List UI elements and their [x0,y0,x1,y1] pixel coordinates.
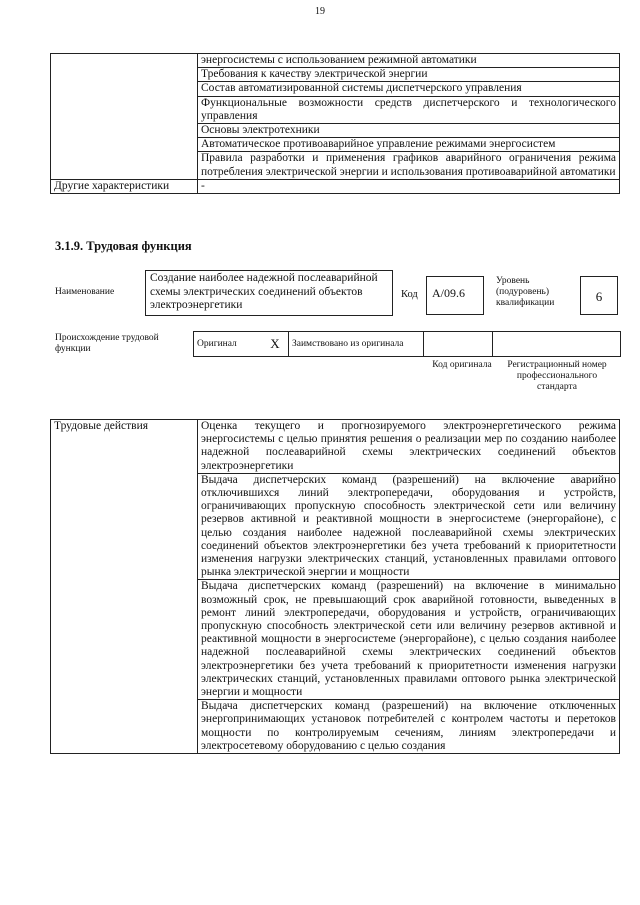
code-box: A/09.6 [426,276,484,315]
table-row: Правила разработки и применения графиков аварийного ограничения режима потребления электрической энергии и использования противоаварийной автоматики [198,152,620,179]
page-number: 19 [315,6,325,17]
borrowed-label: Заимствовано из оригинала [289,332,424,357]
table-row: Функциональные возможности средств диспетчерского и технологического управления [198,96,620,123]
table-row: Состав автоматизированной системы диспетчерского управления [198,82,620,96]
table-cell-empty [51,54,198,180]
code-label: Код [401,289,418,300]
level-label: Уровень (подуровень) квалификации [496,276,555,308]
table-row: энергосистемы с использованием режимной автоматики [198,54,620,68]
table-row: Выдача диспетчерских команд (разрешений) на включение отключенных энергопринимающих установок потребителей с контролем частоты и перетоков мощности по контролируемым сечениям, линиям электропередачи и электросетевому оборудованию с целью создания [198,700,620,754]
code-original-cell [424,332,493,357]
table-row: Автоматическое противоаварийное управление режимами энергосистем [198,138,620,152]
origin-label: Происхождение трудовой функции [55,333,159,354]
knowledge-table [50,53,620,194]
original-label: Оригинал [194,332,263,357]
labor-actions-table [50,419,620,754]
other-characteristics-value: - [198,179,620,193]
table-row: Требования к качеству электрической энергии [198,68,620,82]
code-original-caption: Код оригинала [432,360,492,370]
function-name-box: Создание наиболее надежной послеаварийной схемы электрических соединений объектов электроэнергетики [145,270,393,316]
labor-actions-label: Трудовые действия [51,420,198,754]
reg-number-cell [493,332,621,357]
table-row: Основы электротехники [198,124,620,138]
origin-table [193,331,621,357]
table-row: Выдача диспетчерских команд (разрешений) на включение в минимально возможный срок, не превышающий срок аварийной готовности, выведенных в ремонт линий электропередачи, оборудования и устройств, ограничивающих пропускную способность электрической сети или величину резервов активной и реактивной мощности в энергосистеме (энергорайоне), с целью создания наиболее надежной послеаварийной схемы электрических соединений объектов электроэнергетики без учета требований к приоритетности изменения нагрузки электрических станций, установленных правилами оптового рынка электрической энергии и мощности [198,580,620,700]
original-mark: X [262,332,289,357]
name-label: Наименование [55,287,115,297]
other-characteristics-label: Другие характеристики [51,179,198,193]
level-box: 6 [580,276,618,315]
reg-number-caption: Регистрационный номер профессионального стандарта [507,360,607,392]
section-title: 3.1.9. Трудовая функция [55,239,192,253]
table-row: Выдача диспетчерских команд (разрешений) на включение аварийно отключившихся линий электропередачи, оборудования и устройств, ограничивающих пропускную способность электрической сети или величину резервов активной и реактивной мощности в энергосистеме (энергорайоне), с целью создания наиболее надежной послеаварийной схемы электрических соединений объектов электроэнергетики без учета требований к приоритетности изменения нагрузки электрических станций, установленных правилами оптового рынка электрической энергии и мощности [198,473,620,580]
table-row: Оценка текущего и прогнозируемого электроэнергетического режима энергосистемы с целью принятия решения о реализации мер по созданию наиболее надежной послеаварийной схемы электрических соединений объектов электроэнергетики [198,420,620,474]
